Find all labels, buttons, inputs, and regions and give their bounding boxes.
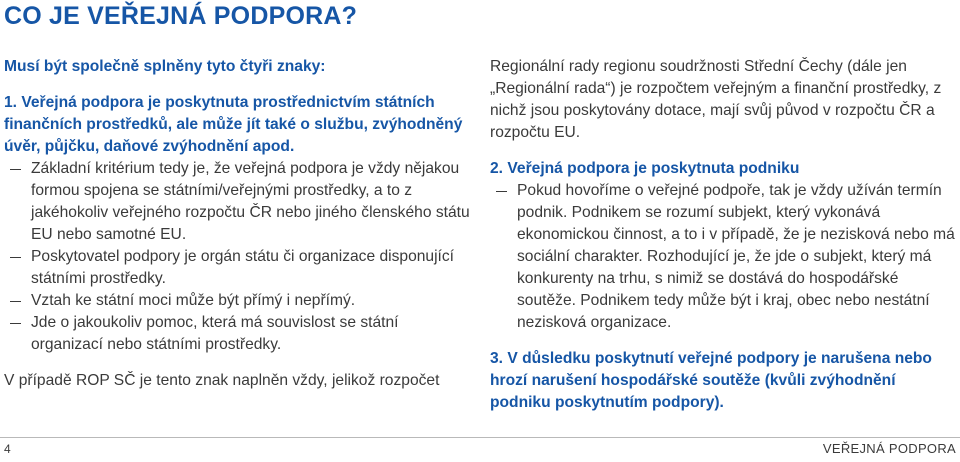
criterion-1-bullet-1 <box>4 158 470 246</box>
criterion-2-number: 2. <box>490 160 504 177</box>
criterion-3 <box>490 348 958 414</box>
running-title: VEŘEJNÁ PODPORA <box>822 441 956 456</box>
criterion-3-number: 3. <box>490 350 504 367</box>
criterion-1-bullet-2 <box>4 246 470 290</box>
page-number: 4 <box>4 442 11 456</box>
criterion-2-title: Veřejná podpora je poskytnuta podniku <box>507 160 800 177</box>
criterion-2-heading <box>490 158 958 180</box>
criterion-1-bullet-4 <box>4 312 470 356</box>
dash-bullet-icon <box>10 323 21 324</box>
dash-bullet-icon <box>496 191 507 192</box>
bullet-text: Základní kritérium tedy je, že veřejná podpora je vždy nějakou formou spojena se státními/veřejnými prostředky, a to z jakéhokoliv veřejného rozpočtu ČR nebo jiného členského státu EU nebo samotné EU. <box>31 160 470 243</box>
left-column <box>4 56 470 392</box>
dash-bullet-icon <box>10 301 21 302</box>
criterion-1: 1. Veřejná podpora je poskytnuta prostřednictvím státních finančních prostředků, ale může jít také o službu, zvýhodněný úvěr, půjčku, daňové zvýhodnění apod. <box>4 94 463 155</box>
closing-paragraph: V případě ROP SČ je tento znak naplněn vždy, jelikož rozpočet <box>4 372 440 389</box>
footer-divider <box>0 437 960 438</box>
criteria-heading: Musí být společně splněny tyto čtyři znaky: <box>4 58 326 75</box>
criterion-3-title: V důsledku poskytnutí veřejné podpory je narušena nebo hrozí narušení hospodářské soutěže (kvůli zvýhodnění podniku poskytnutím podpory). <box>490 350 932 411</box>
bullet-text: Poskytovatel podpory je orgán státu či organizace disponující státními prostředky. <box>31 248 455 287</box>
dash-bullet-icon <box>10 169 21 170</box>
criterion-2-bullet <box>490 180 958 334</box>
right-column <box>490 56 958 414</box>
criterion-1-bullet-3 <box>4 290 470 312</box>
bullet-text: Jde o jakoukoliv pomoc, která má souvislost se státní organizací nebo státními prostředky. <box>31 314 399 353</box>
dash-bullet-icon <box>10 257 21 258</box>
bullet-text: Vztah ke státní moci může být přímý i nepřímý. <box>31 292 356 309</box>
page-title: CO JE VEŘEJNÁ PODPORA? <box>4 2 358 30</box>
bullet-text: Pokud hovoříme o veřejné podpoře, tak je vždy užíván termín podnik. Podnikem se rozumí subjekt, který vykonává ekonomickou činnost, a to i v případě, že je nezisková nebo má sociální charakter. Rozhodující je, že jde o subjekt, který má konkurenty na trhu, s nimiž se dostává do hospodářské soutěže. Podnikem tedy může být i kraj, obec nebo nestátní nezisková organizace. <box>517 182 955 331</box>
intro-paragraph: Regionální rady regionu soudržnosti Střední Čechy (dále jen „Regionální rada“) je rozpočtem veřejným a finanční prostředky, z nichž jsou poskytovány dotace, mají svůj původ v rozpočtu ČR a rozpočtu EU. <box>490 58 942 141</box>
